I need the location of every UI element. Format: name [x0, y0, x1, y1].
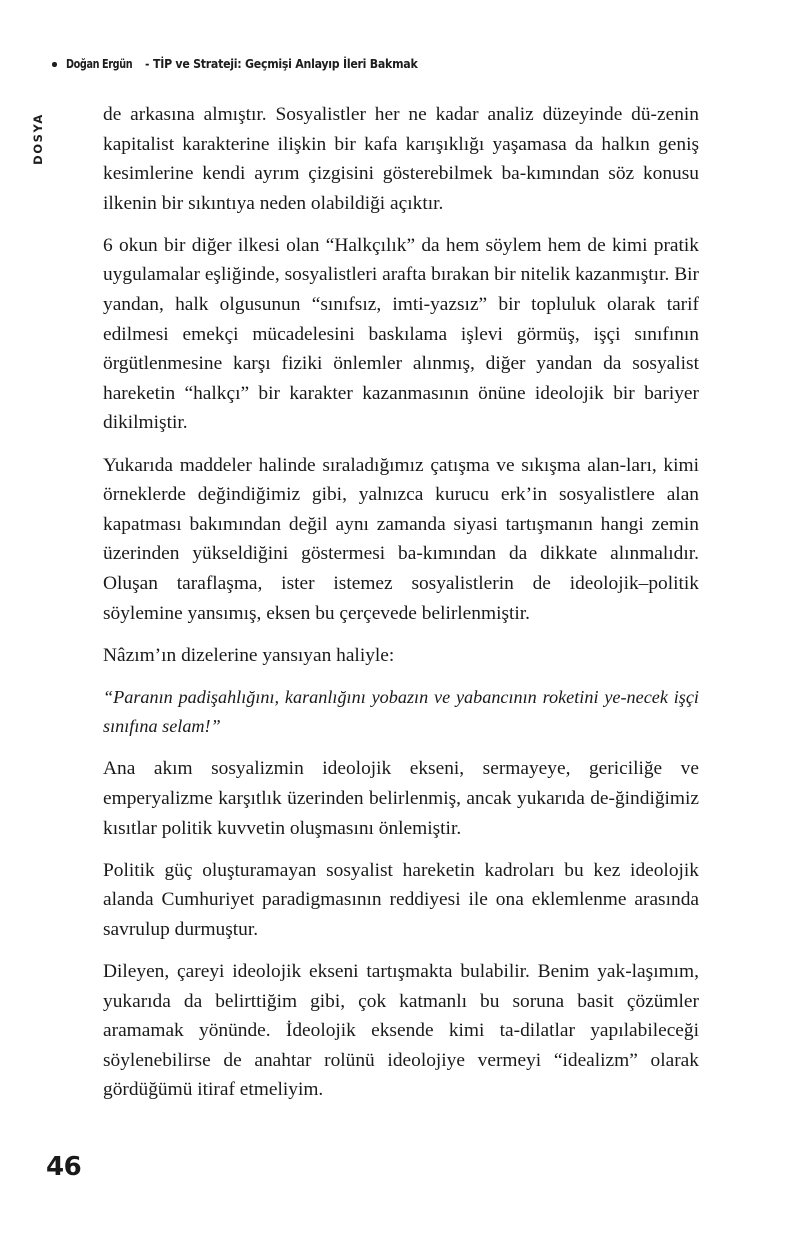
paragraph: Yukarıda maddeler halinde sıraladığımız çatışma ve sıkışma alan-ları, kimi örneklerde değindiğimiz gibi, yalnızca kurucu erk’in sosyalistlere alan kapatması bakımından değil aynı zamanda siyasi tartışmanın hangi zemin üzerinden yükseldiğini göstermesi ba-kımından da dikkate alınmalıdır. Oluşan taraflaşma, ister istemez sosyalistlerin de ideolojik–politik söylemine yansımış, eksen bu çerçevede belirlenmiştir. [103, 454, 699, 624]
page-number: 46 [46, 1152, 82, 1182]
header-separator: - [145, 56, 150, 71]
paragraph-quote: “Paranın padişahlığını, karanlığını yobazın ve yabancının roketini ye-necek işçi sınıfına selam!” [103, 686, 699, 737]
bullet-icon [52, 62, 57, 67]
paragraph: Politik güç oluşturamayan sosyalist hareketin kadroları bu kez ideolojik alanda Cumhuriyet paradigmasının reddiyesi ile ona eklemlenme arasında savrulup durmuştur. [103, 859, 699, 940]
paragraph: 6 okun bir diğer ilkesi olan “Halkçılık” da hem söylem hem de kimi pratik uygulamalar eşliğinde, sosyalistleri arafta bırakan bir nitelik kazanmıştır. Bir yandan, halk olgusunun “sınıfsız, imti-yazsız” bir topluluk olarak tarif edilmesi emekçi mücadelesini baskılama işlevi görmüş, işçi sınıfının örgütlenmesine karşı fiziki önlemler alınmış, diğer yandan da sosyalist hareketin “halkçı” bir karakter kazanmasının önüne ideolojik bir bariyer dikilmiştir. [103, 234, 699, 434]
paragraph: Ana akım sosyalizmin ideolojik ekseni, sermayeye, gericiliğe ve emperyalizme karşıtlık üzerinden belirlenmiş, ancak yukarıda de-ğindiğimiz kısıtlar politik kuvvetin oluşmasını önlemiştir. [103, 758, 699, 839]
header-author: Doğan Ergün [65, 56, 132, 71]
section-tab [27, 98, 49, 188]
section-tab-label: DOSYA [31, 113, 45, 165]
body-text-column [103, 100, 699, 1117]
paragraph: Dileyen, çareyi ideolojik ekseni tartışmakta bulabilir. Benim yak-laşımım, yukarıda da belirttiğim gibi, çok katmanlı bu soruna basit çözümler aramamak yönünde. İdeolojik eksende kimi ta-dilatlar yapılabileceği söylenebilirse de anahtar rolünü ideolojiye vermeyi “idealizm” olarak gördüğümü itiraf etmeliyim. [103, 960, 699, 1101]
running-header [52, 58, 712, 71]
header-article-title: TİP ve Strateji: Geçmişi Anlayıp İleri Bakmak [153, 56, 418, 71]
paragraph: de arkasına almıştır. Sosyalistler her ne kadar analiz düzeyinde dü-zenin kapitalist karakterine ilişkin bir kafa karışıklığı yaşamasa da halkın geniş kesimlerine kendi ayrım çizgisini gösterebilmek ba-kımından söz konusu ilkenin bir sıkıntıya neden olabildiği açıktır. [103, 104, 699, 214]
paragraph-lead-in: Nâzım’ın dizelerine yansıyan haliyle: [103, 644, 395, 666]
